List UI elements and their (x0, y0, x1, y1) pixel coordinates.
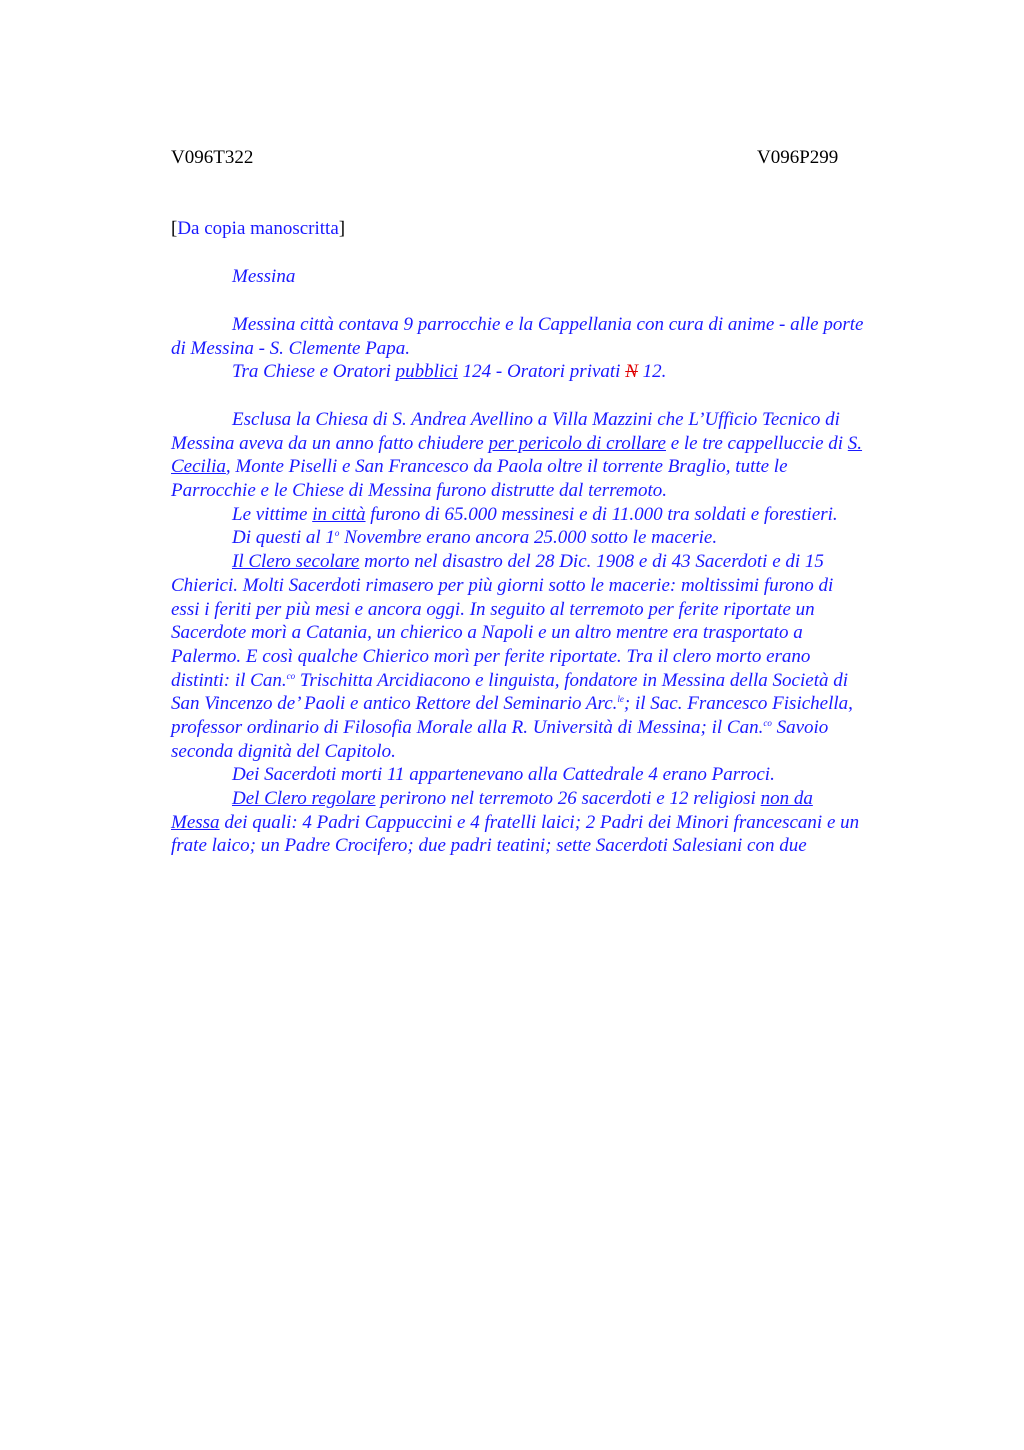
text-run: Trischitta Arcidiacono e linguista, fondatore in Messina della Società di (295, 669, 849, 691)
p1-line-3 (171, 360, 941, 384)
paragraph-1 (171, 313, 941, 384)
p2-line-2 (171, 432, 941, 456)
p1-line-2: di Messina - S. Clemente Papa. (171, 337, 411, 359)
underlined-text: in città (312, 503, 366, 525)
superscript: co (286, 670, 296, 681)
underlined-text: S. (847, 432, 863, 454)
underlined-text: Cecilia (171, 456, 226, 478)
document-code-right: V096P299 (757, 147, 839, 168)
p2-line-3 (171, 455, 941, 479)
text-run: Di questi al 1 (232, 527, 335, 549)
p1-line-1: Messina città contava 9 parrocchie e la Cappellania con cura di anime - alle porte (232, 314, 864, 335)
source-note (171, 218, 345, 240)
superscript: le (617, 694, 624, 705)
p4-line-1 (171, 526, 941, 550)
source-text: Da copia manoscritta (177, 218, 339, 239)
text-run: Tra Chiese e Oratori (232, 361, 396, 383)
text-run: morto nel disastro del 28 Dic. 1908 e di 43 Sacerdoti e di 15 (359, 551, 824, 573)
p5-line-7 (171, 692, 941, 716)
p5-line-4: Sacerdote morì a Catania, un chierico a Napoli e un altro mentre era trasportato a (171, 622, 803, 644)
underlined-text: Messa (171, 811, 220, 833)
text-run: 12. (637, 361, 667, 383)
document-title: Messina (232, 266, 296, 287)
underlined-text: Il Clero secolare (232, 551, 360, 573)
deleted-text: N (625, 361, 638, 383)
text-run: San Vincenzo de’ Paoli e antico Rettore del Seminario Arc. (171, 693, 618, 715)
text-run: 124 - Oratori privati (457, 361, 626, 383)
text-run: perirono nel terremoto 26 sacerdoti e 12 religiosi (375, 788, 761, 809)
text-run: distinti: il Can. (171, 669, 287, 691)
superscript: o (334, 528, 340, 539)
p7-line-1 (171, 787, 941, 811)
p2-line-1: Esclusa la Chiesa di S. Andrea Avellino a Villa Mazzini che L’Ufficio Tecnico di (232, 409, 840, 430)
text-run: Savoio (771, 716, 829, 738)
text-run: , Monte Piselli e San Francesco da Paola oltre il torrente Braglio, tutte le (225, 456, 788, 478)
text-run: e le tre cappelluccie di (665, 432, 848, 454)
p5-line-9: seconda dignità del Capitolo. (171, 740, 396, 762)
bracket-close: ] (338, 218, 346, 239)
p7-line-3: frate laico; un Padre Crocifero; due padri teatini; sette Sacerdoti Salesiani con due (171, 835, 807, 857)
underlined-text: non da (760, 788, 813, 809)
text-run: Le vittime (232, 503, 313, 525)
p2-line-4: Parrocchie e le Chiese di Messina furono distrutte dal terremoto. (171, 480, 668, 502)
text-run: dei quali: 4 Padri Cappuccini e 4 fratelli laici; 2 Padri dei Minori francescani e un (219, 811, 860, 833)
p5-line-2: Chierici. Molti Sacerdoti rimasero per più giorni sotto le macerie: moltissimi furono di (171, 574, 834, 596)
p5-line-5: Palermo. E così qualche Chierico morì per ferite riportate. Tra il clero morto erano (171, 645, 811, 667)
document-code-left: V096T322 (171, 147, 254, 168)
underlined-text: per pericolo di crollare (488, 432, 666, 454)
paragraph-2 (171, 408, 941, 858)
p3-line-1 (171, 503, 941, 527)
text-run: Messina aveva da un anno fatto chiudere (171, 432, 489, 454)
p5-line-6 (171, 669, 941, 693)
superscript: co (763, 717, 772, 728)
underlined-text: pubblici (395, 361, 458, 383)
text-run: professor ordinario di Filosofia Morale alla R. Università di Messina; il Can. (171, 716, 764, 738)
p5-line-1 (171, 550, 941, 574)
title-block (171, 265, 941, 289)
p7-line-2 (171, 811, 941, 835)
p6-line-1: Dei Sacerdoti morti 11 appartenevano alla Cattedrale 4 erano Parroci. (232, 764, 775, 786)
p5-line-3: essi i feriti per più mesi e ancora oggi. In seguito al terremoto per ferite riportate un (171, 598, 815, 620)
text-run: ; il Sac. Francesco Fisichella, (623, 693, 853, 715)
bracket-open: [ (171, 218, 178, 239)
underlined-text: Del Clero regolare (232, 788, 376, 809)
text-run: Novembre erano ancora 25.000 sotto le macerie. (339, 527, 718, 549)
p5-line-8 (171, 716, 941, 740)
text-run: furono di 65.000 messinesi e di 11.000 tra soldati e forestieri. (365, 503, 838, 525)
